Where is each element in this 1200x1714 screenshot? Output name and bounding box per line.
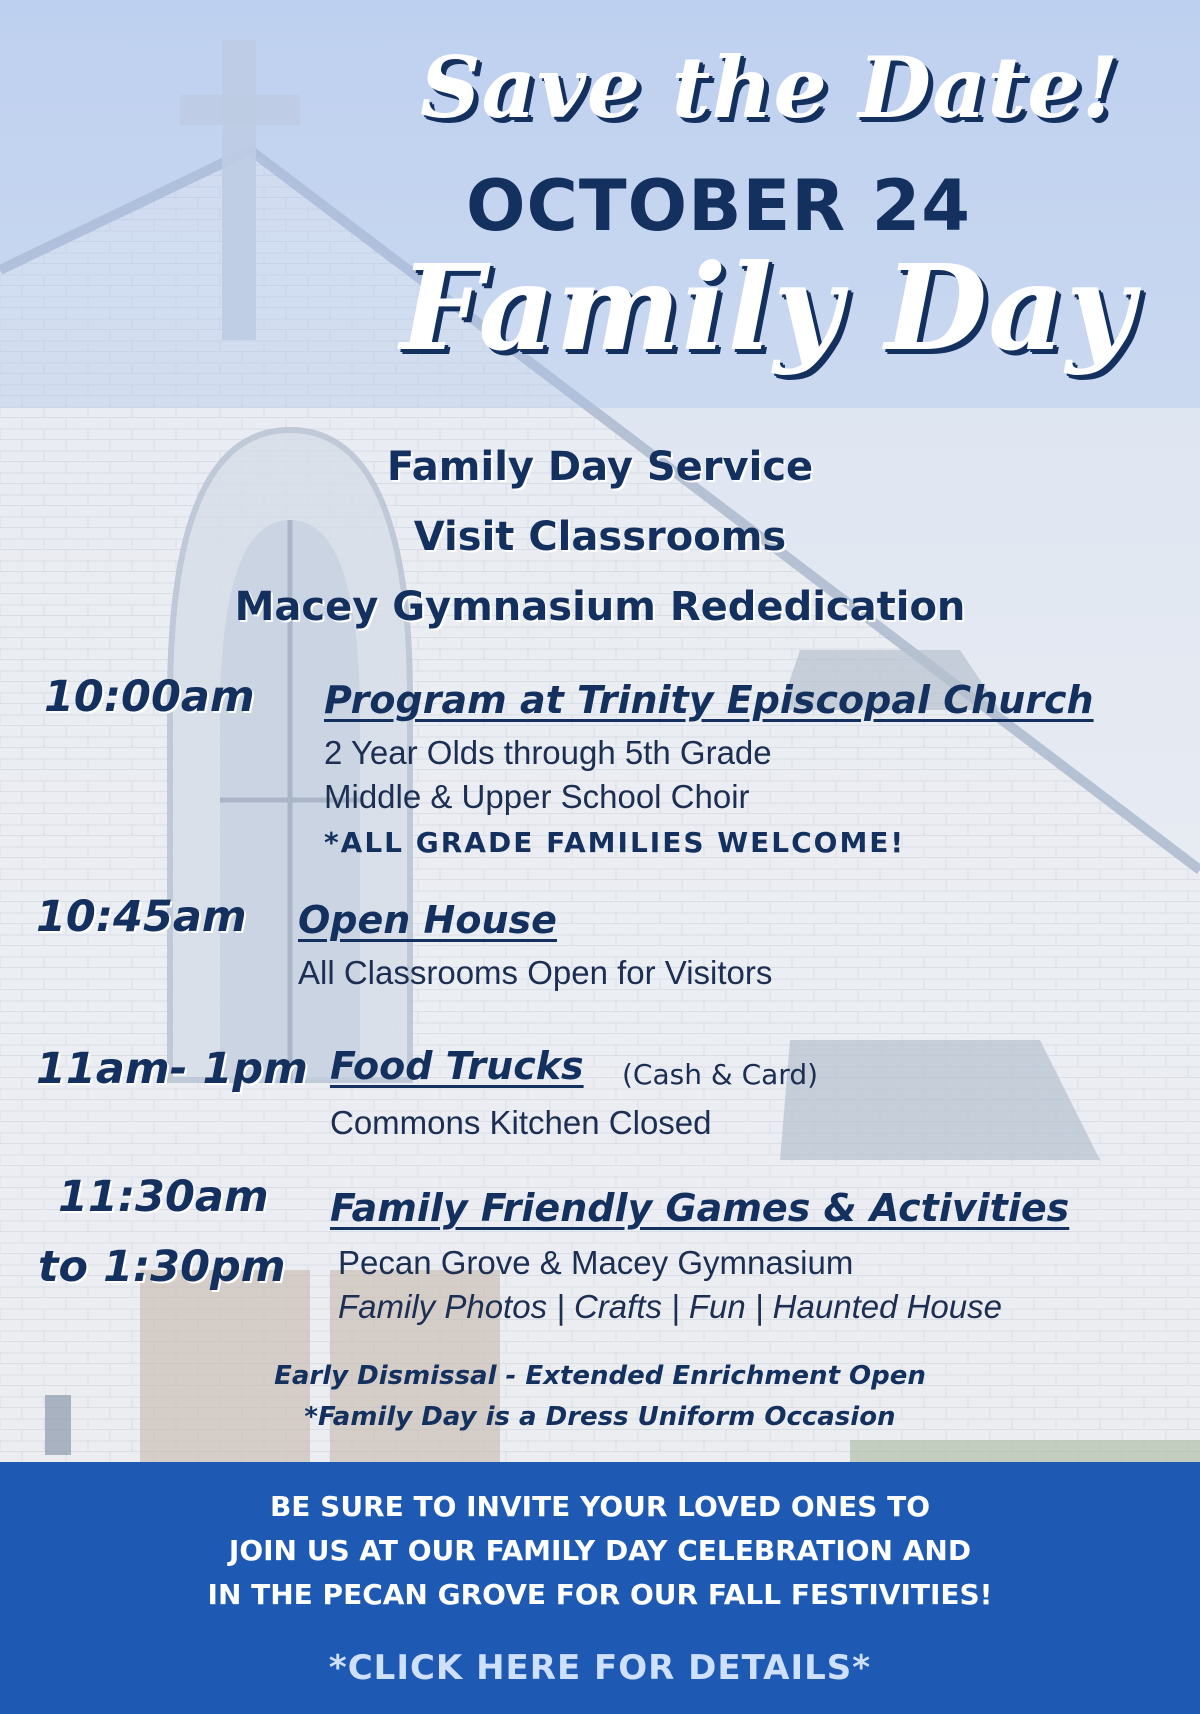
footer-invite-line: BE SURE TO INVITE YOUR LOVED ONES TO [269, 1490, 931, 1523]
footer-banner [0, 1462, 1200, 1714]
schedule-time-games-start: 11:30am [58, 1172, 269, 1222]
save-the-date-heading: Save the Date! [420, 38, 1120, 137]
schedule-time-open-house: 10:45am [36, 892, 247, 942]
schedule-note-payment: (Cash & Card) [622, 1058, 819, 1091]
schedule-detail: Commons Kitchen Closed [330, 1104, 712, 1141]
click-here-for-details-link[interactable]: *CLICK HERE FOR DETAILS* [328, 1648, 872, 1688]
note-early-dismissal: Early Dismissal - Extended Enrichment Open [274, 1361, 926, 1391]
schedule-time-program: 10:00am [44, 672, 255, 722]
schedule-title-food-trucks: Food Trucks [330, 1044, 584, 1088]
footer-invite-line: IN THE PECAN GROVE FOR OUR FALL FESTIVITIES! [207, 1578, 993, 1611]
schedule-detail: All Classrooms Open for Visitors [298, 954, 773, 991]
event-name-heading: Family Day [400, 238, 1136, 377]
schedule-detail: Pecan Grove & Macey Gymnasium [338, 1244, 854, 1281]
schedule-title-open-house: Open House [298, 898, 557, 942]
note-dress-uniform: *Family Day is a Dress Uniform Occasion [304, 1402, 896, 1432]
schedule-title-program: Program at Trinity Episcopal Church [324, 678, 1094, 722]
highlight-service: Family Day Service [386, 444, 814, 490]
schedule-emphasis: *ALL GRADE FAMILIES WELCOME! [324, 826, 906, 859]
event-date: OCTOBER 24 [466, 165, 971, 247]
schedule-time-food-trucks: 11am- 1pm [36, 1044, 308, 1094]
schedule-title-games: Family Friendly Games & Activities [330, 1186, 1070, 1230]
schedule-detail: Middle & Upper School Choir [324, 778, 750, 815]
schedule-detail: Family Photos | Crafts | Fun | Haunted House [338, 1288, 1002, 1325]
highlight-classrooms: Visit Classrooms [413, 514, 787, 560]
footer-invite-line: JOIN US AT OUR FAMILY DAY CELEBRATION AND [228, 1534, 972, 1567]
schedule-detail: 2 Year Olds through 5th Grade [324, 734, 772, 771]
schedule-time-games-end: to 1:30pm [38, 1242, 286, 1292]
highlight-gymnasium: Macey Gymnasium Rededication [234, 584, 966, 630]
